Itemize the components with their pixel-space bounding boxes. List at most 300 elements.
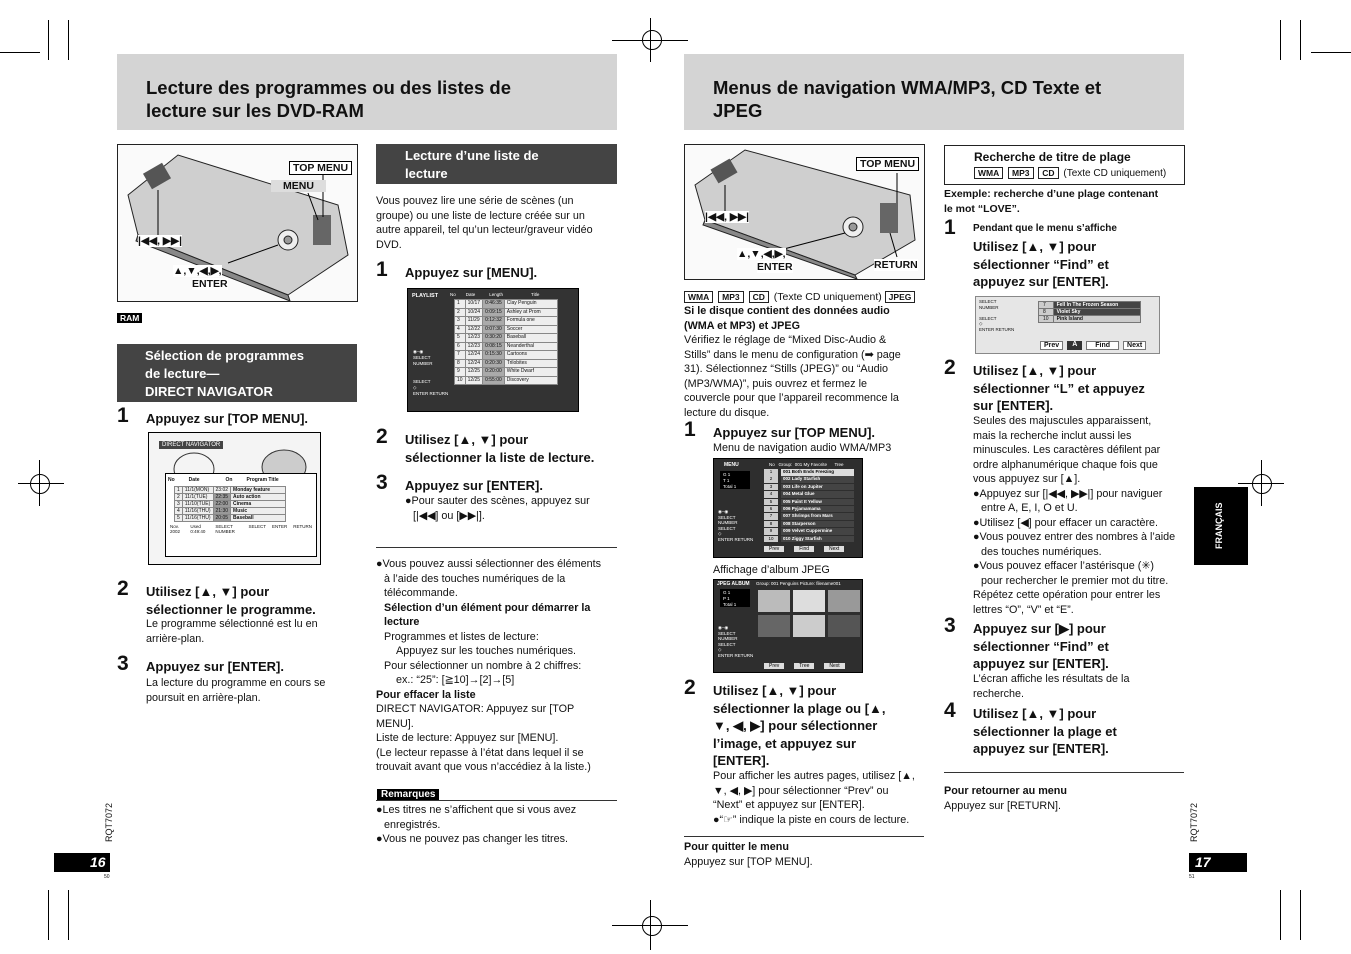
title-line: Lecture des programmes ou des listes de [146,77,511,98]
track-title: 004 Metal Glue [781,491,854,498]
track-number: 9 [764,528,778,535]
title-line: Utilisez [▲, ▼] pour [973,706,1097,721]
menu-label: MENU [724,462,739,468]
cell: 2 [455,308,466,317]
track-title: 001 Both Ends Freezing [781,469,854,476]
crop-mark [48,20,49,60]
format-tags [684,291,917,303]
thumbnail[interactable] [793,615,825,637]
mp3-tag: MP3 [718,291,743,303]
text-line: lecture du disque. [684,406,770,419]
prev-button[interactable]: Prev [1040,341,1063,350]
title-line: sélectionner le programme. [146,601,316,617]
table-row[interactable] [175,494,286,501]
cell: 9 [455,368,466,377]
direct-navigator-screenshot [148,432,321,565]
text-line: Vous pouvez lire une série de scènes (un [376,195,574,207]
table-row[interactable] [455,359,558,368]
text-line: couvercle pour que l’appareil recommence la [684,392,899,404]
track-item[interactable] [764,491,854,498]
crop-mark [48,890,49,940]
track-title: 006 Pyjamamama [781,506,854,513]
audio-buttons [764,546,844,552]
title-line: Utilisez [▲, ▼] pour [405,432,529,447]
cell: 12/25 [465,376,483,385]
wma-tag: WMA [974,167,1003,179]
tree-button[interactable]: Tree [794,663,814,669]
table-row[interactable] [175,501,286,508]
step-title: Appuyez sur [ENTER]. [146,659,284,674]
step-title [973,705,1117,758]
step-text [146,617,318,646]
footer-text: Nov. 2002 [170,524,181,534]
column-header: No [168,477,175,483]
step-number: 2 [684,676,696,699]
text-line: “Next” et appuyez sur [ENTER]. [713,799,865,811]
thumbnail[interactable] [793,590,825,612]
title-line: Utilisez [▲, ▼] pour [146,584,270,599]
select-number-label: ◉–◉ SELECT NUMBER [413,349,433,366]
text-line: mais la recherche inclut aussi les [973,429,1132,442]
column-header: On [225,477,233,483]
step-pre: Pendant que le menu s’affiche [973,223,1117,234]
text-line: (WMA et MP3) et JPEG [684,319,800,332]
step-number: 1 [376,258,388,281]
text-line: arrière-plan. [146,632,205,645]
footer-text: SELECT NUMBER [215,524,235,534]
page-number: 17 [1195,854,1211,870]
text-line: pour rechercher le premier mot du titre. [981,574,1169,587]
title-line: sélectionner la liste de lecture. [405,449,595,465]
title-line: Menus de navigation WMA/MP3, CD Texte et [713,77,1102,98]
cell: Clay Penguin [504,300,557,309]
text-line: poursuit en arrière-plan. [146,691,261,704]
cell: 0:12:32 [483,317,505,326]
table-row[interactable] [455,325,558,334]
step-number: 2 [117,577,129,600]
track-title: 010 Ziggy Starfish [781,536,854,543]
cd-tag: CD [749,291,769,303]
text-line: L’écran affiche les résultats de la [973,673,1130,685]
cell: 7 [455,351,466,360]
text-line: Pour effacer la liste [376,688,476,701]
step-title [713,682,886,770]
cell: 10/24 [465,308,483,317]
audio-menu-screenshot [713,458,863,558]
player-illustration [117,144,358,302]
thumbnail[interactable] [828,590,860,612]
text-line: le mot “LOVE”. [944,202,1020,215]
page-number-box [1189,853,1247,872]
title-line: appuyez sur [ENTER]. [973,741,1109,756]
text-line: des touches numériques. [981,545,1102,558]
table-row[interactable] [455,300,558,309]
return-note [944,784,1067,813]
divider [376,800,617,801]
title-line: sélectionner la plage et [973,723,1117,739]
table-row[interactable] [455,351,558,360]
header-line: de lecture— [145,366,220,381]
cell: 20:05 [213,515,231,522]
step-title [405,431,594,466]
next-button[interactable]: Next [824,663,844,669]
track-title: 008 Starperson [781,521,854,528]
find-table [1038,301,1141,323]
table-row[interactable] [455,368,558,377]
cell: 0:46:35 [483,300,505,309]
track-title: 005 Paint It Yellow [781,499,854,506]
text-line: lecture [384,616,420,628]
step-number: 1 [684,418,696,441]
step-title: Appuyez sur [MENU]. [405,265,538,280]
text-line: autre appareil, tel qu’un lecteur/graveur vidéo [376,224,593,236]
column-header: No [450,292,456,297]
text-line: Pour afficher les autres pages, utilisez [▲, [713,770,915,782]
column-header: Title [531,292,540,297]
totals-box: G 1 P 1 Total 1 [720,589,750,607]
jpeg-album-screenshot [713,579,863,673]
dn-table [165,473,317,557]
step-text [973,672,1129,701]
cell: 8 [455,359,466,368]
table-row[interactable] [175,508,286,515]
step-title: Appuyez sur [TOP MENU]. [713,425,876,440]
step-text [713,769,915,827]
text-line: ●Utilisez [◀] pour effacer un caractère. [973,516,1159,529]
cell: 0:30:20 [483,334,505,343]
track-item[interactable] [764,528,854,535]
search-title: Recherche de titre de plage [974,150,1131,164]
crop-mark [1300,890,1301,940]
track-item[interactable] [764,506,854,513]
jpeg-head: Group: 001 Penguins Picture: filename001 [756,581,841,586]
dn-title: DIRECT NAVIGATOR [159,441,223,449]
text-line: ●Les titres ne s’affichent que si vous avez [376,804,577,816]
cell: 2 [175,494,183,501]
track-number: 10 [764,536,778,543]
find-button[interactable]: Find [1086,341,1119,350]
title-line: sélectionner “L” et appuyez [973,380,1145,396]
track-title: 009 Velvet Cuppermine [781,528,854,535]
table-row[interactable] [455,342,558,351]
text-line: Programmes et listes de lecture: [384,630,539,643]
crop-mark [1300,20,1301,60]
cell: Pink Island [1053,316,1140,323]
find-buttons [1040,341,1146,350]
cell: 0:09:15 [483,308,505,317]
title-line: ▼, ◀, ▶] pour sélectionner [713,718,878,733]
text-line: ●Vous pouvez effacer l’astérisque (✳) [973,560,1155,572]
direct-navigator-header [117,344,357,402]
top-menu-callout: TOP MENU [289,161,352,175]
step-number: 2 [944,356,956,379]
cell: 1 [455,300,466,309]
text-line: télécommande. [384,587,458,599]
step-subtitle: Menu de navigation audio WMA/MP3 [713,442,892,454]
crop-mark [1238,483,1284,484]
skip-callout: |◀◀, ▶▶| [138,235,183,247]
header-line: Sélection de programmes [145,348,304,363]
cell: 3 [175,501,183,508]
enter-callout: ENTER [192,278,228,290]
header-line: Lecture d’une liste de [405,148,539,163]
text-line: DVD. [376,238,402,251]
title-line: appuyez sur [ENTER]. [973,274,1109,289]
header-line: lecture [405,166,448,181]
cell: 6 [455,342,466,351]
search-box [944,145,1185,185]
text-line: Liste de lecture: Appuyez sur [MENU]. [376,732,559,744]
cell: 0:15:30 [483,351,505,360]
title-line: appuyez sur [ENTER]. [973,656,1109,671]
footer-text: RETURN [293,524,312,529]
next-button[interactable]: Next [1123,341,1146,350]
registration-mark [30,474,50,494]
table-row[interactable] [455,317,558,326]
table-row[interactable] [455,308,558,317]
title-line: sélectionner “Find” et [973,638,1109,654]
mp3-tag: MP3 [1008,167,1033,179]
cell: 12/22 [465,325,483,334]
cell: 21:30 [213,508,231,515]
track-item[interactable] [764,521,854,528]
cell: 3 [455,317,466,326]
cell: Discovery [504,376,557,385]
step-number: 1 [944,216,956,239]
text-line: Appuyez sur les touches numériques. [396,645,577,657]
cell: 11/1(MON) [182,487,213,494]
controls-label: ◉–◉ SELECT NUMBER SELECT ◇ ENTER RETURN [718,625,754,658]
cell: Baseball [231,515,286,522]
table-row[interactable] [1039,309,1141,316]
text-line: lettres “O”, “V” et “E”. [973,603,1074,616]
cell: 11/1(TUE) [182,494,213,501]
divider [684,836,924,837]
track-title: 003 Life on Jupiter [781,484,854,491]
table-row[interactable] [455,376,558,385]
cell: Soccer [504,325,557,334]
table-row[interactable] [1039,316,1141,323]
track-number: 6 [764,506,778,513]
totals-box: G 1 T 1 Total 1 [720,471,750,489]
prev-button[interactable]: Prev [764,546,784,552]
track-item[interactable] [764,469,854,476]
right-page-title [713,76,1101,122]
language-label: FRANÇAIS [1214,502,1224,549]
cell: 12/25 [465,368,483,377]
text-line: Répétez cette opération pour entrer les [973,589,1161,601]
footer-text: ENTER [271,524,288,529]
cell: Music [231,508,286,515]
track-item[interactable] [764,499,854,506]
track-number: 3 [764,484,778,491]
step-title [973,238,1109,291]
page-small: 50 [104,874,110,880]
track-item[interactable] [764,476,854,483]
track-number: 8 [764,521,778,528]
find-screenshot [975,296,1160,354]
text-line: 31). Sélectionnez “Stills (JPEG)” ou “Audio [684,363,889,375]
find-button[interactable]: Find [794,546,814,552]
text-line: Si le disque contient des données audio [684,305,890,317]
menu-callout: MENU [271,180,326,192]
text-line: (MP3/WMA)”, puis ouvrez et fermez le [684,377,867,390]
registration-mark [642,916,662,936]
text-line: enregistrés. [384,818,441,831]
controls-label: ◉–◉ SELECT NUMBER SELECT ◇ ENTER RETURN [718,509,754,542]
cell: 5 [175,515,183,522]
title-line: Utilisez [▲, ▼] pour [713,683,837,698]
text-line: ▼, ◀, ▶] pour sélectionner “Prev” ou [713,784,889,797]
column-header: Program Title [246,477,279,483]
track-number: 5 [764,499,778,506]
jpeg-buttons [764,663,845,669]
step-title: Appuyez sur [ENTER]. [405,478,543,493]
divider [944,772,1184,773]
cd-tag: CD [1038,167,1058,179]
track-number: 7 [764,513,778,520]
doc-code: RQT7072 [1189,802,1199,842]
thumbnail[interactable] [828,615,860,637]
text-line: Appuyez sur [RETURN]. [944,799,1061,812]
title-line: lecture sur les DVD-RAM [146,100,364,121]
remarks-label: Remarques [377,789,439,800]
jpeg-tag: JPEG [885,291,916,303]
cell: 22:35 [213,494,231,501]
track-title: 007 Shrimps from Mars [781,513,854,520]
cell: 10/17 [465,300,483,309]
step-title: Appuyez sur [TOP MENU]. [146,411,309,426]
jpeg-title: JPEG ALBUM [717,581,750,587]
enter-callout: ENTER [757,261,793,273]
doc-code: RQT7072 [104,802,114,842]
cell: 12/23 [465,334,483,343]
cell: 12/24 [465,351,483,360]
quit-note [684,840,813,869]
playlist-title: PLAYLIST [412,293,439,299]
cell: Monday feature [231,487,286,494]
crop-mark [612,40,688,41]
crop-mark [1280,890,1281,940]
track-number: 1 [764,469,778,476]
text-line: (Le lecteur repasse à l’état dans lequel il se [376,746,584,759]
track-item[interactable] [764,536,854,543]
arrows-callout: ▲,▼,◀,▶, [173,265,222,277]
cell: 10 [1039,316,1054,323]
text-line: recherche. [973,687,1025,700]
divider [376,547,617,548]
cell: Trilobites [504,359,557,368]
thumbnail-grid [758,590,860,637]
jpeg-label: Affichage d’album JPEG [713,564,830,576]
text-line: Pour sélectionner un nombre à 2 chiffres: [384,659,582,672]
table-row[interactable] [175,515,286,522]
prev-button[interactable]: Prev [764,663,784,669]
footer-text: Used 0:49:40 [190,524,206,534]
table-row[interactable] [455,334,558,343]
step-title [146,583,316,618]
next-button[interactable]: Next [824,546,844,552]
title-line: sélectionner “Find” et [973,256,1109,272]
cell: 4 [175,508,183,515]
track-title: 002 Lady Starfish [781,476,854,483]
enter-return-label: SELECT ◇ ENTER RETURN [413,379,449,396]
cell: 8 [1039,309,1054,316]
tags-note: (Texte CD uniquement) [773,291,882,303]
playlist-screenshot [407,288,579,412]
table-row[interactable] [175,487,286,494]
letter-field[interactable]: A [1067,341,1082,350]
cell: Formula one [504,317,557,326]
cell: White Dwarf [504,368,557,377]
arrows-callout: ▲,▼,◀,▶, [737,248,786,260]
header-line: DIRECT NAVIGATOR [145,384,273,399]
track-number: 2 [764,476,778,483]
remarks [376,803,576,847]
text-line: Exemple: recherche d’une plage contenant [944,188,1159,200]
crop-mark [68,20,69,60]
step-number: 2 [376,425,388,448]
cell: 11/16(THU) [182,515,213,522]
step-text [146,676,325,705]
text-line: Sélection d’un élément pour démarrer la [384,601,591,614]
title-line: l’image, et appuyez sur [713,735,857,751]
thumbnail[interactable] [758,615,790,637]
left-header [117,54,617,130]
crop-mark [1311,52,1351,53]
text-line: Le programme sélectionné est lu en [146,618,318,630]
cell: 0:07:30 [483,325,505,334]
page-number-box [54,853,110,872]
cell: 7 [1039,302,1054,309]
skip-callout: |◀◀, ▶▶| [705,211,750,223]
cell: 11/10(TUE) [182,501,213,508]
title-line: Utilisez [▲, ▼] pour [973,239,1097,254]
track-item[interactable] [764,484,854,491]
thumbnail[interactable] [758,590,790,612]
page-number: 16 [90,854,106,870]
tags-note: (Texte CD uniquement) [1063,168,1167,179]
step-number: 1 [117,404,129,427]
text-line: ordre alphanumérique chaque fois que [973,458,1158,471]
text-line: entre A, E, I, O et U. [981,502,1078,514]
text-line: à l’aide des touches numériques de la [384,572,566,585]
table-row[interactable] [1039,302,1141,309]
crop-mark [18,483,64,484]
ram-tag: RAM [117,313,142,323]
title-line: Appuyez sur [▶] pour [973,621,1106,636]
column-header: Length [489,292,504,297]
left-page-title [146,76,511,122]
cell: Cinema [231,501,286,508]
cell: 0:20:30 [483,359,505,368]
text-line: ex.: “25”: [≧10]→[2]→[5] [396,674,515,686]
track-list [764,469,854,543]
track-item[interactable] [764,513,854,520]
step-title [973,620,1109,673]
text-line: trouvait avant que vous n’accédiez à la liste.) [376,761,591,773]
title-line: sélectionner la plage ou [▲, [713,700,886,716]
playlist-intro [376,194,593,252]
cell: Ashley at Prom [504,308,557,317]
cell: Auto action [231,494,286,501]
step-text [405,494,590,523]
column-header: Date [188,477,200,483]
audio-head: No Group: 001 My Favorite Tree [769,462,844,467]
title-line: Utilisez [▲, ▼] pour [973,363,1097,378]
playlist-header [376,144,617,184]
column-header: Date [465,292,476,297]
